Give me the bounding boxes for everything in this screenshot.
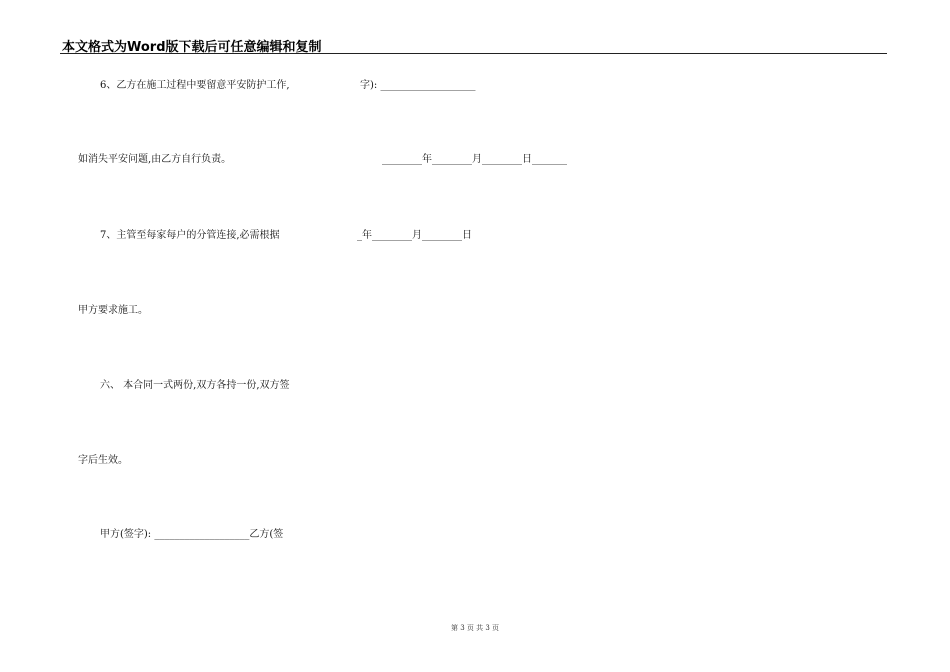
item-7-continuation: 甲方要求施工。: [78, 305, 148, 316]
date-line-2: _年________月________日: [357, 230, 472, 241]
date-line-1: ________年________月________日_______: [382, 154, 567, 165]
header-divider: [60, 53, 887, 54]
item-7-text: 7、主管至每家每户的分管连接,必需根据: [100, 230, 280, 241]
signature-line: 甲方(签字): ___________________乙方(签: [100, 529, 284, 540]
document-header-title: 本文格式为Word版下载后可任意编辑和复制: [62, 40, 322, 55]
signature-field-text: 字): ___________________: [360, 80, 476, 91]
page-number: 第 3 页 共 3 页: [450, 624, 500, 632]
clause-6-text: 六、 本合同一式两份,双方各持一份,双方签: [100, 380, 290, 391]
item-6-text: 6、乙方在施工过程中要留意平安防护工作,: [100, 80, 290, 91]
item-6-continuation: 如消失平安问题,由乙方自行负责。: [78, 154, 232, 165]
clause-6-continuation: 字后生效。: [78, 455, 128, 466]
